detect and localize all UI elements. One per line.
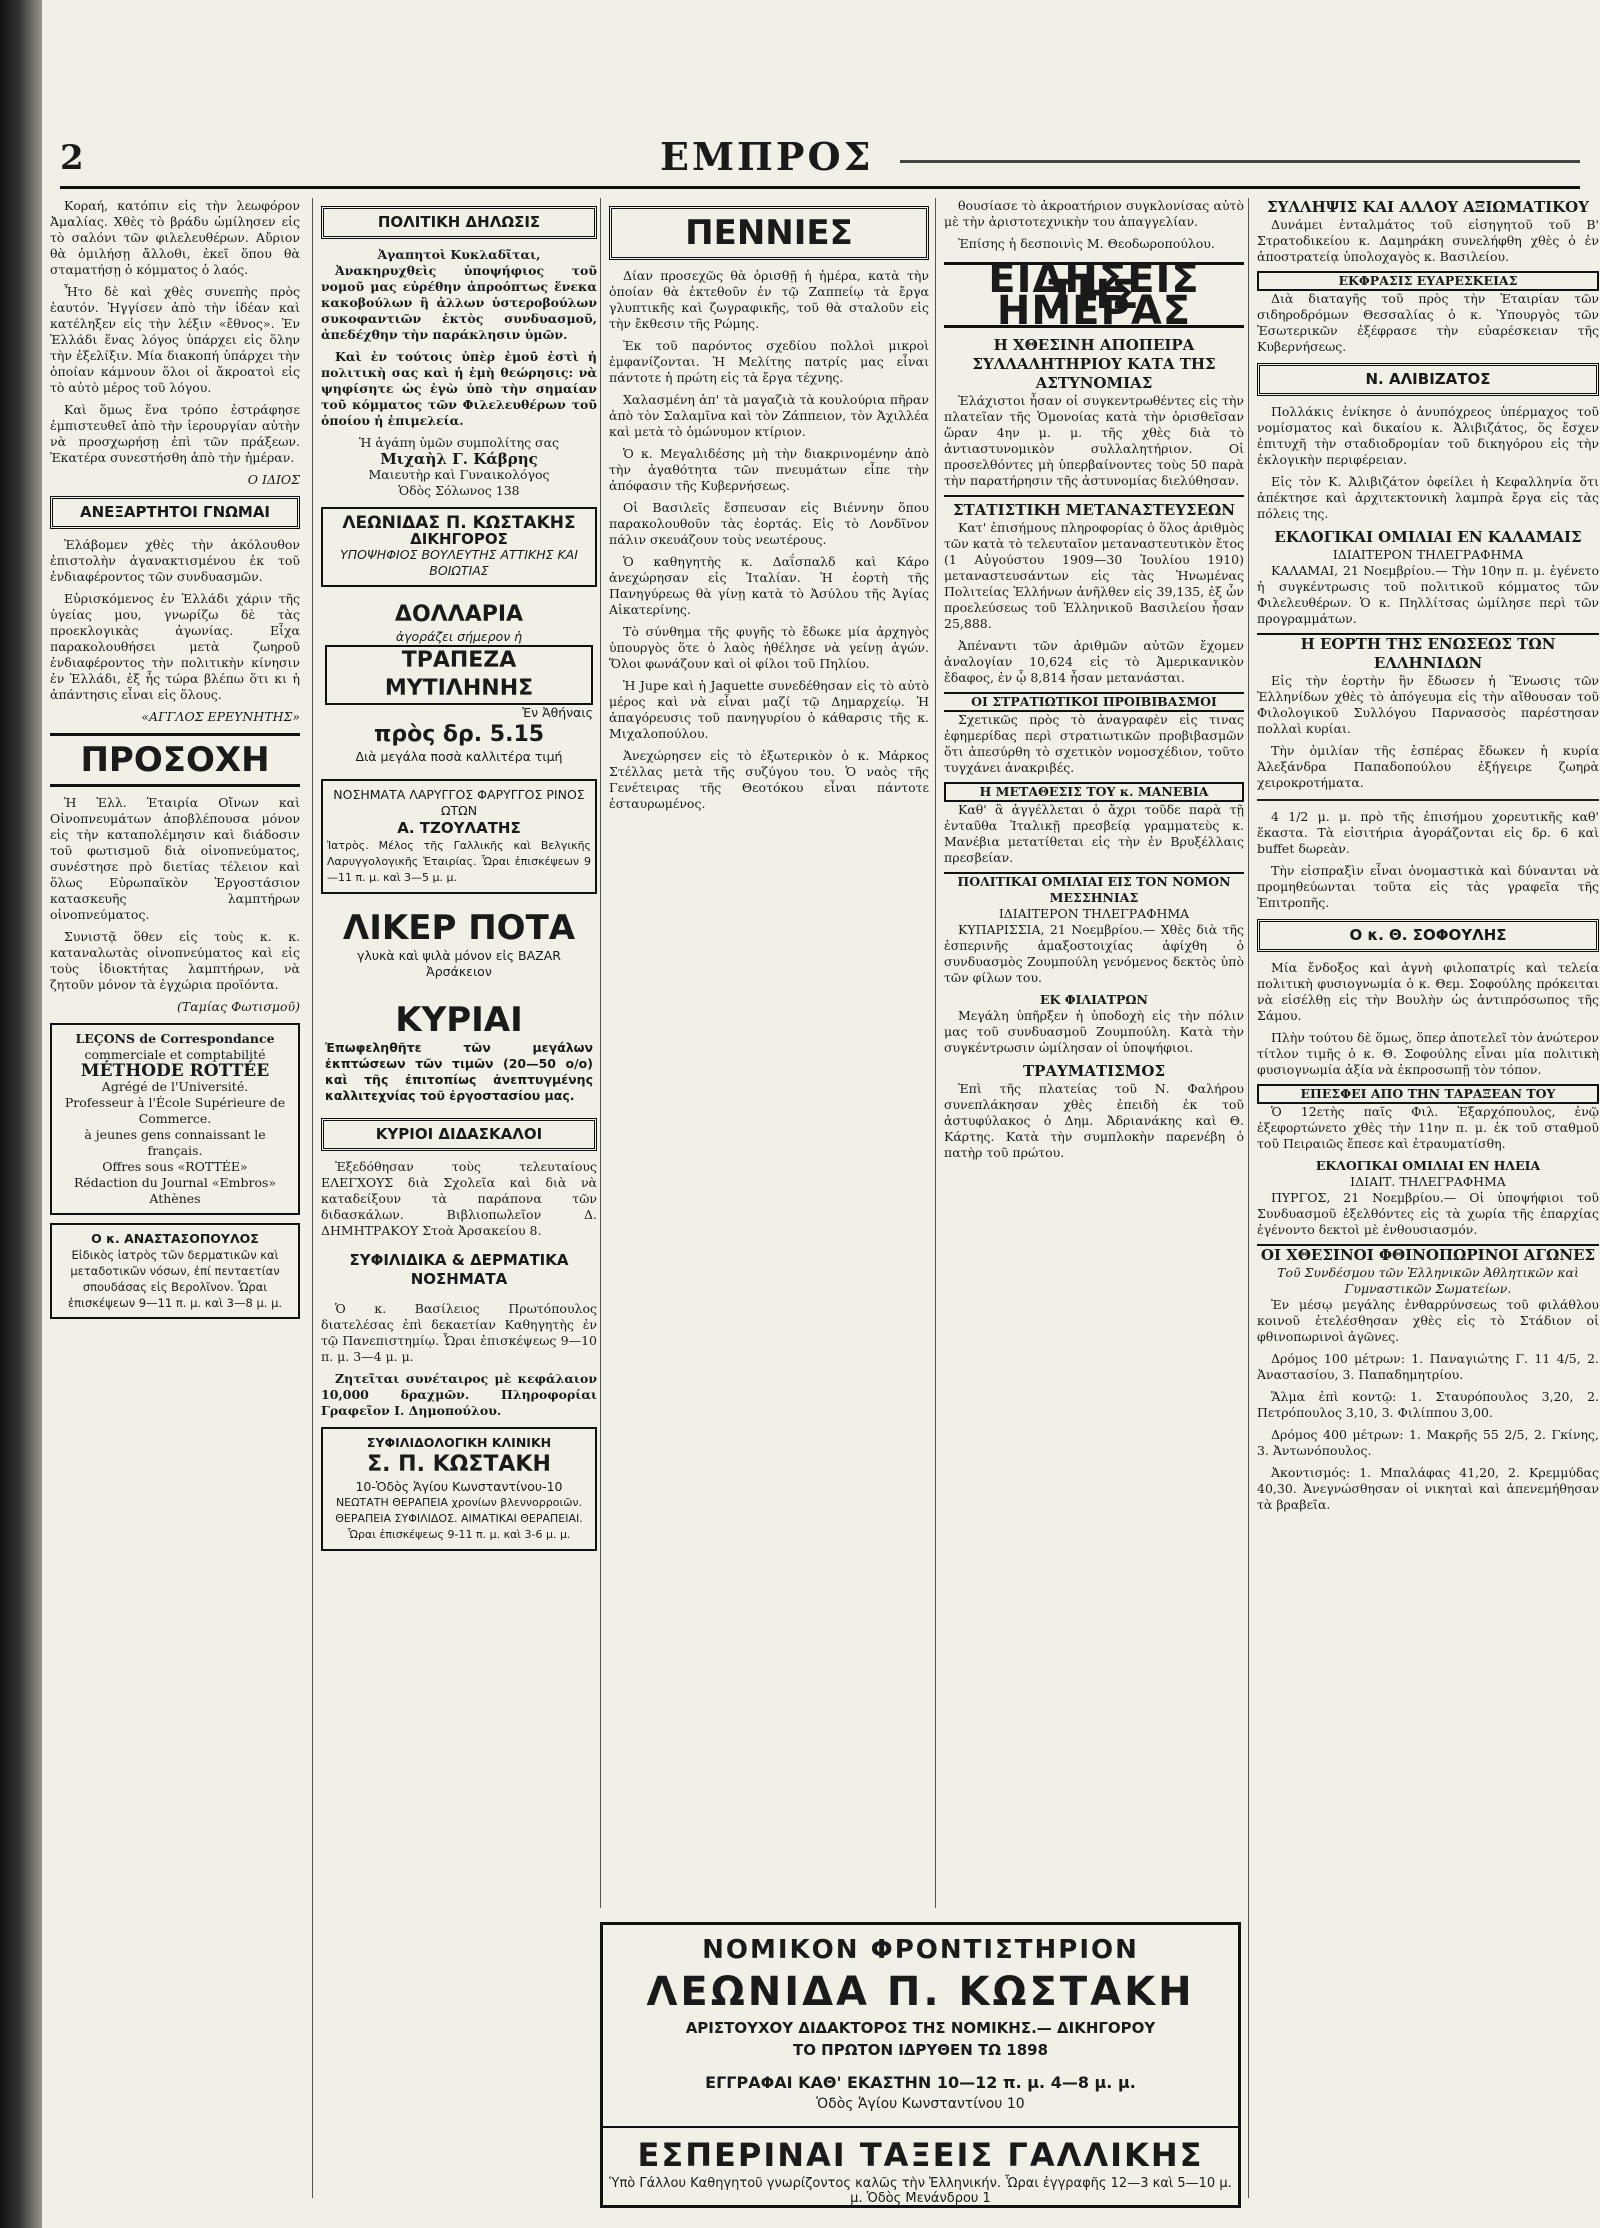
ad-text: Ἐπωφεληθῆτε τῶν μεγάλων ἐκπτώσεων τῶν τιμῶν (20—50 ο/ο) καὶ τῆς ἐπιτοπίως ἀνεπτυγμένης καλλιτεχνίας τοῦ ἐργοστασίου μας. — [325, 1040, 593, 1103]
article-text: Εὑρισκόμενος ἐν Ἑλλάδι χάριν τῆς ὑγείας μου, γνωρίζω δὲ τὰς προεκλογικὰς ἀγωνίας. Εἶχα παρακολουθήσει μετὰ ζωηροῦ ἐνδιαφέροντος τὴν πολιτικὴν κίνησιν ἐν Ἑλλάδι, ἐξ ἧς τώρα βλέπω ὅτι κι ἡ ἀπάντησις εἶναι εἰς ὅλους. — [50, 591, 300, 702]
ad-text: ΤΟ ΠΡΩΤΟΝ ΙΔΡΥΘΕΝ ΤΩ 1898 — [792, 2041, 1049, 2059]
headline-syphilis: ΣΥΦΙΛΙΔΙΚΑ & ΔΕΡΜΑΤΙΚΑ ΝΟΣΗΜΑΤΑ — [349, 1251, 569, 1288]
signatory-role: Μαιευτὴρ καὶ Γυναικολόγος — [368, 467, 550, 482]
ad-text: Ἰατρὸς. Μέλος τῆς Γαλλικῆς καὶ Βελγικῆς Λαρυγγολογικῆς Ἑταιρίας. Ὧραι ἐπισκέψεων 9—11 π. μ. καὶ 3—5 μ. μ. — [327, 839, 591, 884]
ad-line: Commerce. — [138, 1111, 212, 1126]
ad-hours: ΕΓΓΡΑΦΑΙ ΚΑΘ' ΕΚΑΣΤΗΝ 10—12 π. μ. 4—8 μ. μ. — [705, 2073, 1136, 2092]
ad-clinic — [321, 1427, 597, 1551]
subheadline-telegram: ΙΔΙΑΙΤΕΡΟΝ ΤΗΛΕΓΡΑΦΗΜΑ — [998, 906, 1190, 921]
article-text: Δίαν προσεχῶς θὰ ὁρισθῇ ἡ ἡμέρα, κατὰ τὴν ὁποίαν θὰ ἐκτεθοῦν ἐν τῷ Ζαππείῳ τὰ ἔργα γλυπτικῆς καὶ ζωγραφικῆς, τοῦ θὰ σταλοῦν εἰς τὴν ἔκθεσιν τῆς Ρώμης. — [609, 268, 929, 331]
column-2 — [312, 198, 605, 2198]
header-rule — [900, 160, 1580, 163]
ad-ent-doctor — [321, 779, 597, 894]
article-text: Τὴν ὁμιλίαν τῆς ἑσπέρας ἔδωκεν ἡ κυρία Ἀλεξάνδρα Παπαδοπούλου ἐξήγειρε ζωηρὰ χειροκροτήματα. — [1257, 743, 1599, 790]
headline-military-promotions: ΟΙ ΣΤΡΑΤΙΩΤΙΚΟΙ ΠΡΟΙΒΙΒΑΣΜΟΙ — [944, 692, 1244, 712]
ad-subtitle: ΣΥΦΙΛΙΔΟΛΟΓΙΚΗ ΚΛΙΝΙΚΗ — [366, 1435, 552, 1450]
subheadline-filiatra: ΕΚ ΦΙΛΙΑΤΡΩΝ — [1040, 992, 1148, 1007]
article-text: Τὴν εἰσπραξὶν εἶναι ὀνομαστικὰ καὶ δύνανται νὰ προμηθεύωνται τοῦτα εἰς τὰς γραφεῖα τῆς Ἐπιτροπῆς. — [1257, 863, 1599, 910]
ad-title: Σ. Π. ΚΩΣΤΑΚΗ — [367, 1452, 551, 1477]
headline-attention: ΠΡΟΣΟΧΗ — [50, 733, 300, 787]
article-signature: «ΑΓΓΛΟΣ ΕΡΕΥΝΗΤΗΣ» — [141, 709, 300, 724]
article-text: Ὁ κ. Βασίλειος Πρωτόπουλος διατελέσας ἐπὶ δεκαετίαν Καθηγητὴς ἐν τῷ Πανεπιστημίῳ. Ὧραι ἐπισκέψεως 9—10 π. μ. 3—4 μ. μ. — [321, 1301, 597, 1364]
article-text: Ἅλμα ἐπὶ κοντῷ: 1. Σταυρόπουλος 3,20, 2. Πετρόπουλος 3,10, 3. Φιλίππου 3,00. — [1257, 1389, 1599, 1420]
ad-address: 10-Ὁδὸς Ἁγίου Κωνσταντίνου-10 — [355, 1479, 563, 1494]
ad-title: ΔΟΛΛΑΡΙΑ — [394, 602, 524, 627]
ad-text: Διὰ μεγάλα ποσὰ καλλιτέρα τιμή — [355, 749, 563, 764]
article-text: Πολλάκις ἐνίκησε ὁ ἀνυπόχρεος ὑπέρμαχος τοῦ νομίσματος καὶ δικαίου κ. Ἀλιβιζάτος, ὅς ἔσχεν ἐπιτυχῆ τὴν σταδιοδρομίαν τοῦ δικηγόρου εἰς τὴν ἐκλογικὴν περιφέρειαν. — [1257, 404, 1599, 467]
ad-liqueur — [321, 902, 597, 986]
ad-subtitle: ΝΟΜΙΚΟΝ ΦΡΟΝΤΙΣΤΗΡΙΟΝ — [702, 1935, 1139, 1965]
article-text: Ἀνακηρυχθεὶς ὑποψήφιος τοῦ νομοῦ μας εὐρέθην ἀπροόπτως ἕνεκα κακοβούλων ἢ ἀλλων ὑστεροβούλων συκοφαντιῶν ἐκτὸς συνδυασμοῦ, ἀπεδέχθην τὴν παράκλησιν ὑμῶν. — [321, 263, 597, 342]
ad-line: Agrégé de l'Université. — [101, 1079, 249, 1094]
headline-yesterday-rally: Η ΧΘΕΣΙΝΗ ΑΠΟΠΕΙΡΑ ΣΥΛΛΑΛΗΤΗΡΙΟΥ ΚΑΤΑ ΤΗΣ ΑΣΤΥΝΟΜΙΑΣ — [972, 336, 1216, 392]
ad-line: Rédaction du Journal «Embros» — [73, 1175, 277, 1190]
article-text: Ἀνεχώρησεν εἰς τὸ ἐξωτερικὸν ὁ κ. Μάρκος Στέλλας μετὰ τῆς συζύγου του. Ὁ ναὸς τῆς Γενέτειρας τῆς Θεοτόκου εἶναι πάντοτε ἐσταυρωμένος. — [609, 748, 929, 811]
article-text: Συνιστᾷ ὅθεν εἰς τοὺς κ. κ. καταναλωτὰς οἰνοπνεύματος καὶ εἰς τοὺς ἰδιοκτήτας λαμπτήρων, νὰ ζητοῦν μόνον τὰ ἐγχώρια προϊόντα. — [50, 929, 300, 992]
column-1 — [50, 198, 308, 2198]
ad-line: MÉTHODE ROTTÉE — [80, 1061, 270, 1081]
subheadline-telegram: ΙΔΙΑΙΤΕΡΟΝ ΤΗΛΕΓΡΑΦΗΜΑ — [1332, 547, 1524, 562]
ad-lecons — [50, 1023, 300, 1215]
ad-text: Ἐν Ἀθήναις — [522, 705, 593, 720]
ad-text: ΥΠΟΨΗΦΙΟΣ ΒΟΥΛΕΥΤΗΣ ΑΤΤΙΚΗΣ ΚΑΙ ΒΟΙΩΤΙΑΣ — [340, 547, 578, 578]
ad-dollars — [321, 595, 597, 771]
signatory-address: Ὁδὸς Σόλωνος 138 — [398, 483, 520, 498]
article-text: Ἐν μέσῳ μεγάλης ἐνθαρρύνσεως τοῦ φιλάθλου κοινοῦ ἐτελέσθησαν χθὲς εἰς τὸ Στάδιον οἱ φθινοπωρινοὶ ἀγῶνες. — [1257, 1297, 1599, 1344]
ad-text: Εἰδικὸς ἰατρὸς τῶν δερματικῶν καὶ μεταδοτικῶν νόσων, ἐπί πενταετίαν σπουδάσας εἰς Βερολῖνον. Ὧραι ἐπισκέψεων 9—11 π. μ. καὶ 3—8 μ. μ. — [67, 1248, 283, 1310]
article-text: Καὶ ἐν τούτοις ὑπὲρ ἐμοῦ ἐστὶ ἡ πολιτικὴ σας καὶ ἡ ἐμὴ θεώρησις: νὰ ψηφίσητε ὡς ἐγὼ ὑπὸ τὴν σημαίαν τοῦ κόμματος τῶν Φιλελευθέρων τοῦ ὁποίου ἡ ἐπιμελεία. — [321, 349, 597, 428]
ad-text: ΝΕΩΤΑΤΗ ΘΕΡΑΠΕΙΑ χρονίων βλεννορροιῶν. ΘΕΡΑΠΕΙΑ ΣΥΦΙΛΙΔΟΣ. ΑΙΜΑΤΙΚΑΙ ΘΕΡΑΠΕΙΑΙ. Ὧραι ἐπισκέψεως 9-11 π. μ. καὶ 3-6 μ. μ. — [335, 1496, 583, 1541]
article-text: Μία ἔνδοξος καὶ ἀγνὴ φιλοπατρίς καὶ τελεία πολιτικὴ φυσιογνωμία ὁ κ. Θεμ. Σοφούλης πρόκειται νὰ εἰσέλθῃ εἰς τὴν Βουλὴν ὡς ἀντιπρόσωπος τῆς Σάμου. — [1257, 960, 1599, 1023]
article-text: Διὰ διαταγῆς τοῦ πρὸς τὴν Ἑταιρίαν τῶν σιδηροδρόμων Θεσσαλίας ὁ κ. Ὑπουργὸς τῶν Ἐσωτερικῶν ἐξέφρασε τὴν εὐαρέσκειαν τῆς Κυβερνήσεως. — [1257, 291, 1599, 354]
article-text: θουσίασε τὸ ἀκροατήριον συγκλονίσας αὐτὸ μὲ τὴν ἀριστοτεχνικὴν του ἀπαγγελίαν. — [944, 198, 1244, 229]
headline-thanks: ΕΚΦΡΑΣΙΣ ΕΥΑΡΕΣΚΕΙΑΣ — [1257, 271, 1599, 291]
ad-french-classes: ΕΣΠΕΡΙΝΑΙ ΤΑΞΕΙΣ ΓΑΛΛΙΚΗΣ — [603, 2126, 1238, 2174]
ad-title: ΛΕΩΝΙΔΑΣ Π. ΚΩΣΤΑΚΗΣ — [342, 513, 576, 533]
headline-fall: ΕΠΕΣΦΕΙ ΑΠΟ ΤΗΝ ΤΑΡΑΞΕΑΝ ΤΟΥ — [1257, 1084, 1599, 1104]
article-text: ΚΥΠΑΡΙΣΣΙΑ, 21 Νοεμβρίου.— Χθὲς διὰ τῆς ἑσπερινῆς ἁμαξοστοιχίας ἀφίχθη ὁ συνδυασμὸς Ζουμπούλη γενόμενος δεκτὸς ὑπὸ τῶν φίλων του. — [944, 922, 1244, 985]
headline-injury: ΤΡΑΥΜΑΤΙΣΜΟΣ — [1022, 1062, 1166, 1080]
article-text: Τὸ σύνθημα τῆς φυγῆς τὸ ἔδωκε μία ἀρχηγὸς ὑπουργὸς ὅτε ὁ λαὸς ἠθέλησε νὰ γείνῃ ἀγών. Ὅλοι φωνάζουν καὶ οἱ φίλοι τοῦ Πηλίου. — [609, 624, 929, 671]
article-text: Ἦτο δὲ καὶ χθὲς συνεπὴς πρὸς ἑαυτόν. Ἠγγίσεν ἀπὸ τὴν ἰδέαν καὶ κατέληξεν εἰς τὴν λέξιν «ἔθνος». Ἐν Ἑλλάδι ἕνας λόγος ὑπάρχει εἰς ὅλην τὴν ἐξελίξιν. Μία διακοπή ὑπάρχει τὴν ὁποίαν κάμνουν ὅλοι οἱ ἄκροατοὶ εἰς τὸ αὐτὸ μέρος τοῦ λόγου. — [50, 284, 300, 395]
headline-news-of-the-day: ΕΙΔΗΣΕΙΣ ΤΗΣ ΗΜΕΡΑΣ — [944, 262, 1244, 328]
article-signature: Ο ΙΔΙΟΣ — [247, 472, 300, 487]
ad-title: ΛΙΚΕΡ ΠΟΤΑ — [342, 908, 576, 948]
article-text: Χαλασμένη ἀπ' τὰ μαγαζιὰ τὰ κουλούρια πῆραν ἀπὸ τὸν Σαλαμῖνα καὶ τὸν Ζάππειον, τὸν Ἀχιλλέα καὶ μετὰ τὸ ὁμώνυμον κτίριον. — [609, 392, 929, 439]
column-3 — [600, 198, 937, 1908]
headline-sofoulis: Ο κ. Θ. ΣΟΦΟΥΛΗΣ — [1257, 919, 1599, 952]
page-header — [60, 134, 1580, 189]
article-text: Οἱ Βασιλεῖς ἔσπευσαν εἰς Βιέννην ὅπου παρακολουθοῦν τὰς ἐορτάς. Εἰς τὸ Λονδῖνον πάλιν σκευάζουν τοὺς νεωτέρους. — [609, 500, 929, 547]
ad-line: Offres sous «ROTTÉE» — [102, 1159, 248, 1174]
article-signature: (Ταμίας Φωτισμοῦ) — [176, 999, 300, 1014]
headline-alivizatos: Ν. ΑΛΙΒΙΖΑΤΟΣ — [1257, 363, 1599, 396]
article-text: 4 1/2 μ. μ. πρὸ τῆς ἐπισήμου χορευτικῆς καθ' ἕκαστα. Τὰ εἰσιτήρια ἀγοράζονται εἰς δρ. 6 καὶ buffet δωρεὰν. — [1257, 809, 1599, 856]
article-text: Ἡ Jupe καὶ ἡ Jaquette συνεδέθησαν εἰς τὸ αὐτὸ μέρος καὶ νὰ εἶναι μαζί τῷ Δημαρχείῳ. Ἡ ἀπαγόρευσις τοῦ πανηγυρίου ὁ κάθαρσις τῆς κ. Μιχαλοπούλου. — [609, 678, 929, 741]
article-text: Ἀκοντισμός: 1. Μπαλάφας 41,20, 2. Κρεμμύδας 40,30. Ἀνεγνώσθησαν οἱ νικηταὶ καὶ ἀπενεμήθησαν τὰ βραβεῖα. — [1257, 1465, 1599, 1512]
masthead: ΕΜΠΡΟΣ — [660, 134, 874, 179]
ad-law-school — [600, 1922, 1241, 2208]
ad-rate: πρὸς δρ. 5.15 — [373, 722, 545, 747]
article-text: Σχετικῶς πρὸς τὸ ἀναγραφὲν εἰς τινας ἐφημερίδας περὶ στρατιωτικῶν προβιβασμῶν ὅτι ἀπεσύρθη τὸ σχετικὸν νομοσχέδιον, τοῦτο τυγχάνει ἀνακριβές. — [944, 712, 1244, 775]
ad-title: ΚΥΡΙΑΙ — [395, 1000, 523, 1040]
article-text: Ἐπὶ τῆς πλατείας τοῦ Ν. Φαλήρου συνεπλάκησαν χθὲς ἐπειδὴ ἐκ τοῦ ἀστυφύλακος ὁ Δημ. Ἀδριανάκης καὶ Θ. Κάρτης. Κατὰ τὴν συμπλοκὴν παρενέβη ὁ πατὴρ τοῦ πρώτου. — [944, 1081, 1244, 1160]
headline-autumn-games: ΟΙ ΧΘΕΣΙΝΟΙ ΦΘΙΝΟΠΩΡΙΝΟΙ ΑΓΩΝΕΣ — [1257, 1244, 1599, 1265]
article-text: Κατ' ἐπισήμους πληροφορίας ὁ ὅλος ἀριθμὸς τῶν κατὰ τὸ τελευταῖον μεταναστευτικὸν ἔτος (1 Αὐγούστου 1909—30 Ἰουλίου 1910) μεταναστευσάντων εἰς τὰς Ἡνωμένας Πολιτείας Ἑλλήνων ἀνῆλθεν εἰς 39,135, ἐξ ὧν προελεύσεως τοῦ Ἑλληνικοῦ Βασιλείου ἦσαν 25,888. — [944, 520, 1244, 631]
article-text: Ἐξεδόθησαν τοὺς τελευταίους ΕΛΕΓΧΟΥΣ διὰ Σχολεῖα καὶ διὰ νὰ καταδείξουν τὰ παράπονα τῶν διδασκάλων. Βιβλιοπωλεῖον Δ. ΔΗΜΗΤΡΑΚΟΥ Στοὰ Ἀρσακείου 8. — [321, 1159, 597, 1238]
greeting: Ἀγαπητοὶ Κυκλαδῖται, — [377, 247, 541, 262]
ad-title: Α. ΤΖΟΥΛΑΤΗΣ — [397, 819, 521, 837]
headline-anonymous-opinions: ΑΝΕΞΑΡΤΗΤΟΙ ΓΝΩΜΑΙ — [50, 496, 300, 529]
article-text: Δρόμος 100 μέτρων: 1. Παναγιώτης Γ. 11 4/5, 2. Ἀναστασίου, 3. Παπαδημητρίου. — [1257, 1351, 1599, 1382]
article-text: Καθ' ἃ ἀγγέλλεται ὁ ἄχρι τοῦδε παρὰ τῇ ἐνταῦθα Ἰταλικῇ πρεσβείᾳ γραμματεὺς κ. Μανέβια μετατίθεται εἰς τὴν ἐν Βρυξέλλαις πρεσβείαν. — [944, 802, 1244, 865]
headline-emigration-statistics: ΣΤΑΤΙΣΤΙΚΗ ΜΕΤΑΝΑΣΤΕΥΣΕΩΝ — [944, 495, 1244, 520]
divider — [1257, 799, 1599, 801]
ad-text: ἀγοράζει σήμερον ἡ — [395, 629, 523, 644]
headline-transfer: Η ΜΕΤΑΘΕΣΙΣ ΤΟΥ κ. ΜΑΝΕΒΙΑ — [944, 782, 1244, 802]
article-text: Ἡ Ἑλλ. Ἑταιρία Οἴνων καὶ Οἰνοπνευμάτων ἀποβλέπουσα μόνον εἰς τὴν καταπολέμησιν καὶ διάδοσιν τοῦ φωτισμοῦ διὰ οἰνοπνεύματος, συνέστησε πρὸ διετίας τέλειον καὶ ὅλως Εὐρωπαϊκὸν Ἐργοστάσιον κατασκευῆς λαμπτήρων οἰνοπνεύματος. — [50, 795, 300, 922]
article-text: Καὶ ὅμως ἕνα τρόπο ἐστράφησε ἐμπιστευθεῖ ἀπὸ τὴν ἱερουργίαν αὐτὴν νὰ προσχωρήσῃ ἐπὶ τῶν πράξεων. Ἐκατέρα συνεστήσθη ἀπὸ τὴν ἡμέραν. — [50, 402, 300, 465]
headline-messinia-speeches: ΠΟΛΙΤΙΚΑΙ ΟΜΙΛΙΑΙ ΕΙΣ ΤΟΝ ΝΟΜΟΝ ΜΕΣΣΗΝΙΑΣ — [944, 872, 1244, 906]
ad-line: Athènes — [149, 1191, 201, 1206]
ad-doctor — [50, 1223, 300, 1319]
article-text: ΠΥΡΓΟΣ, 21 Νοεμβρίου.— Οἱ ὑποψήφιοι τοῦ Συνδυασμοῦ ἐξελθόντες εἰς τὰ χωρία τῆς ἐπαρχίας ἐγένοντο δεκτοὶ μὲ ἐνθουσιασμόν. — [1257, 1190, 1599, 1237]
column-4 — [935, 198, 1252, 1908]
ad-line: commerciale et comptabilité — [84, 1047, 266, 1062]
ad-title: ΛΕΩΝΙΔΑ Π. ΚΩΣΤΑΚΗ — [646, 1969, 1195, 2015]
ad-subtitle: ΝΟΣΗΜΑΤΑ ΛΑΡΥΓΓΟΣ ΦΑΡΥΓΓΟΣ ΡΙΝΟΣ ΩΤΩΝ — [333, 787, 585, 818]
article-text: Ὁ 12ετὴς παῖς Φιλ. Ἐξαρχόπουλος, ἐνῷ ἐξεφορτώνετο χθὲς τὴν 11ην π. μ. ἐκ τοῦ σταθμοῦ τοῦ Πειραιῶς ἔπεσε καὶ ἐτραυματίσθη. — [1257, 1104, 1599, 1151]
closing: Ἡ ἀγάπη ὑμῶν συμπολίτης σας — [358, 435, 560, 450]
article-text: Δρόμος 400 μέτρων: 1. Μακρῆς 55 2/5, 2. Γκίνης, 3. Ἀντωνόπουλος. — [1257, 1427, 1599, 1458]
ad-line: à jeunes gens connaissant le — [84, 1127, 266, 1142]
ad-title: Ο κ. ΑΝΑΣΤΑΣΟΠΟΥΛΟΣ — [91, 1231, 259, 1246]
article-text: Ὁ κ. Μεγαλιδέσης μὴ τὴν διακρινομένην ἀπὸ τὴν ἀγαθότητα τῶν πνευμάτων εἶπε τὴν ἀπόφασιν τῆς Κυβερνήσεως. — [609, 446, 929, 493]
article-text: Ἀπέναντι τῶν ἀριθμῶν αὐτῶν ἔχομεν ἀναλογίαν 10,624 εἰς τὸ Ἀμερικανικὸν ἔδαφος, ἐν ᾧ 8,814 ἦσαν μετανάσται. — [944, 638, 1244, 685]
article-text: Εἰς τὴν ἑορτὴν ἣν ἔδωσεν ἡ Ἕνωσις τῶν Ἑλληνίδων χθὲς τὸ ἀπόγευμα εἰς τὴν αἴθουσαν τοῦ Φιλολογικοῦ Συλλόγου Παρνασσὸς παρέστησαν πολλαὶ κυρίαι. — [1257, 673, 1599, 736]
article-text: Ἐλάβομεν χθὲς τὴν ἀκόλουθον ἐπιστολὴν ἀγανακτισμένου ἐκ τοῦ ἐνδιαφέροντος τῶν συνδυασμῶν. — [50, 537, 300, 584]
headline-arrest: ΣΥΛΛΗΨΙΣ ΚΑΙ ΑΛΛΟΥ ΑΞΙΩΜΑΤΙΚΟΥ — [1267, 198, 1589, 216]
headline-pennies: ΠΕΝΝΙΕΣ — [609, 206, 929, 260]
subheadline-games: Τοῦ Συνδέσμου τῶν Ἑλληνικῶν Ἀθλητικῶν καὶ Γυμναστικῶν Σωματείων. — [1277, 1265, 1579, 1296]
article-text: Ἐκ τοῦ παρόντος σχεδίου πολλοὶ μικροὶ ἐμφανίζονται. Ἡ Μελίτης πατρίς μας εἶναι πάντοτε ἡ πρώτη εἰς τὰ ἔργα τέχνης. — [609, 338, 929, 385]
ad-bank-name: ΤΡΑΠΕΖΑ ΜΥΤΙΛΗΝΗΣ — [325, 645, 593, 705]
ad-line: français. — [147, 1143, 203, 1158]
ad-subtitle: ΔΙΚΗΓΟΡΟΣ — [410, 530, 508, 548]
ad-address: Ὁδὸς Ἁγίου Κωνσταντίνου 10 — [816, 2096, 1025, 2112]
headline-political-declaration: ΠΟΛΙΤΙΚΗ ΔΗΛΩΣΙΣ — [321, 206, 597, 239]
article-text: Μεγάλη ὑπῆρξεν ἡ ὑποδοχὴ εἰς τὴν πόλιν μας τοῦ συνδυασμοῦ Ζουμπούλη. Κατὰ τὴν συγκέντρωσιν ὡμίλησαν οἱ ὑποψήφιοι. — [944, 1008, 1244, 1055]
page-number: 2 — [60, 138, 84, 178]
headline-ilia-speeches: ΕΚΛΟΓΙΚΑΙ ΟΜΙΛΙΑΙ ΕΝ ΗΛΕΙΑ — [1315, 1158, 1541, 1173]
article-text: Κοραή, κατόπιν εἰς τὴν λεωφόρον Ἀμαλίας. Χθὲς τὸ βράδυ ὡμίλησεν εἰς τὸ σαλόνι τῶν φιλελευθέρων. Αὔριον θὰ ὁμιλήσῃ ἄλλοθι, ἐκεῖ ὅπου θὰ σταματήσῃ ὁ κόμματος ὁ λαός. — [50, 198, 300, 277]
ad-line: LEÇONS de Correspondance — [75, 1031, 275, 1046]
headline-kalamai-speeches: ΕΚΛΟΓΙΚΑΙ ΟΜΙΛΙΑΙ ΕΝ ΚΑΛΑΜΑΙΣ — [1274, 528, 1582, 546]
ad-lawyer — [321, 507, 597, 587]
signatory-name: Μιχαὴλ Γ. Κάβρης — [380, 450, 538, 468]
subheadline-telegram: ΙΔΙΑΙΤ. ΤΗΛΕΓΡΑΦΗΜΑ — [1350, 1174, 1506, 1189]
article-text: Δυνάμει ἐνταλμάτος τοῦ εἰσηγητοῦ τοῦ Β' Στρατοδικείου κ. Δαμηράκη συνελήφθη χθὲς ὁ ἐν ἀποστρατείᾳ ὑπολοχαγὸς κ. Βασιλείου. — [1257, 217, 1599, 264]
headline-union-feast: Η ΕΟΡΤΗ ΤΗΣ ΕΝΩΣΕΩΣ ΤΩΝ ΕΛΛΗΝΙΔΩΝ — [1257, 633, 1599, 673]
page-binding-edge — [0, 0, 42, 2228]
article-text: Ἐπίσης ἡ δεσποινὶς Μ. Θεοδωροπούλου. — [958, 236, 1215, 251]
article-text: Ἐλάχιστοι ἦσαν οἱ συγκεντρωθέντες εἰς τὴν πλατεῖαν τῆς Ὁμονοίας κατὰ τὴν ὁρισθεῖσαν ὥραν 4ην μ. μ. τῆς χθὲς διὰ τὸ ἀντιαστυνομικὸν συλλαλητήριον. Οἱ προσελθόντες μὴ ὑπερβαίνοντες τοὺς 50 παρὰ τὴν παρατήρησιν τῆς ἀστυνομίας διελύθησαν. — [944, 393, 1244, 488]
article-text: Εἰς τὸν Κ. Ἀλιβιζάτον ὀφείλει ἡ Κεφαλληνία ὅτι ἀπέκτησε καὶ ἀρχιτεκτονικὴ λαμπρὰ ἔργα εἰς τὰς πόλεις της. — [1257, 474, 1599, 521]
ad-text: γλυκὰ καὶ ψιλὰ μόνον εἰς BAZAR Ἀρσάκειον — [357, 948, 561, 979]
article-text: Πλὴν τούτου δὲ ὅμως, ὅπερ ἀποτελεῖ τὸν ἀνώτερον τίτλον τιμῆς ὁ κ. Θ. Σοφούλης εἶναι μία πολιτικὴ φυσιογνωμία ἀξία νὰ ἐκπροσωπῇ τὸν τόπον. — [1257, 1030, 1599, 1077]
headline-teachers: ΚΥΡΙΟΙ ΔΙΔΑΣΚΑΛΟΙ — [321, 1118, 597, 1151]
ad-ladies — [321, 994, 597, 1110]
article-text: Ὁ καθηγητὴς κ. Δαΐσπαλδ καὶ Κάρο ἀνεχώρησαν εἰς Ἰταλίαν. Ἡ ἑορτὴ τῆς Πανηγύρεως θὰ γίνῃ κατὰ τὸ Ἀσύλου τῆς Ἁγίας Αἰκατερίνης. — [609, 554, 929, 617]
ad-text: ΑΡΙΣΤΟΥΧΟΥ ΔΙΔΑΚΤΟΡΟΣ ΤΗΣ ΝΟΜΙΚΗΣ.— ΔΙΚΗΓΟΡΟΥ — [685, 2019, 1156, 2037]
article-text: Ζητεῖται συνέταιρος μὲ κεφάλαιον 10,000 δραχμῶν. Πληροφορίαι Γραφεῖον Ι. Δημοπούλου. — [321, 1371, 597, 1418]
column-5 — [1248, 198, 1600, 2198]
ad-text: Ὑπὸ Γάλλου Καθηγητοῦ γνωρίζοντος καλῶς τὴν Ἑλληνικήν. Ὧραι ἐγγραφῆς 12—3 καὶ 5—10 μ. μ. Ὁδὸς Μενάνδρου 1 — [609, 2176, 1232, 2206]
article-text: ΚΑΛΑΜΑΙ, 21 Νοεμβρίου.— Τὴν 10ην π. μ. ἐγένετο ἡ συγκέντρωσις τοῦ πολιτικοῦ κόμματος τῶν Φιλελευθέρων. Ὁ κ. Πηλλίτσας ὡμίλησε περὶ τῶν προγραμμάτων. — [1257, 563, 1599, 626]
ad-line: Professeur à l'École Supérieure de — [64, 1095, 286, 1110]
